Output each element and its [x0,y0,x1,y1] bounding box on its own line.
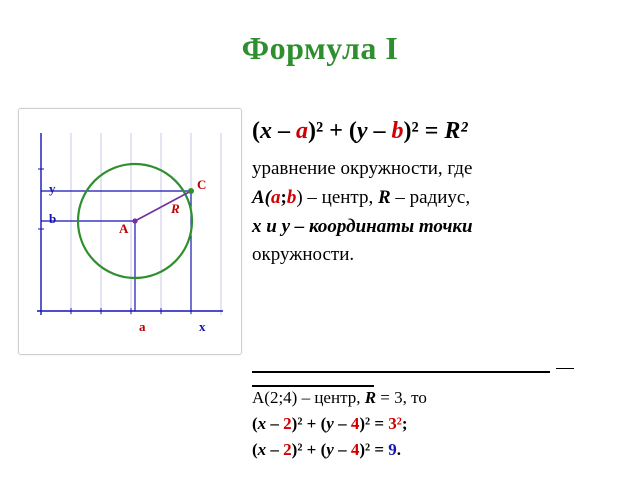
formula-text-block [252,118,624,272]
s1-v1: 2 [283,414,292,433]
s2-p2: )² + ( [291,440,327,459]
label-circle-point: C [197,177,207,192]
coordinate-graph [31,119,227,341]
circle-point-marker [188,188,194,194]
center-guides [41,191,191,311]
radius-R: R [377,186,391,208]
example-block [252,388,624,466]
eq-R: R² [444,118,468,144]
example-step-2 [252,440,624,460]
axes [37,133,223,315]
eq-minus-1: – [272,118,296,144]
label-x-axis: x [199,319,206,334]
eq-mid: )² + ( [308,118,357,144]
s2-end: . [396,440,402,459]
s1-p3: )² = [359,414,389,433]
eq-y: y [356,118,368,144]
divider-line-3 [252,385,374,387]
s1-p1: ( [252,414,258,433]
divider-line-2 [556,368,574,369]
center-sep: ; [280,186,287,208]
s1-m1: – [266,414,284,433]
center-radius-line [252,186,624,210]
example-given [252,388,624,408]
figure-panel [18,108,242,355]
eq-paren-open: ( [252,118,260,144]
eq-a: a [296,118,308,144]
page-title: Формула I [241,30,399,66]
s1-m2: – [333,414,351,433]
s2-p3: )² = [359,440,389,459]
s2-y: y [326,440,334,459]
center-point-marker [132,218,137,223]
eq-equals: )² = [403,118,445,144]
center-A: A( [252,186,271,208]
s1-res: 3² [388,414,402,433]
given-suffix: = 3, то [376,388,427,407]
s2-v1: 2 [283,440,292,459]
description-line: уравнение окружности, где [252,158,473,179]
s2-p1: ( [252,440,258,459]
main-equation [252,118,624,145]
coord-vars: x и y – координаты точки [252,215,473,237]
center-b: b [286,186,297,208]
s1-p2: )² + ( [291,414,327,433]
s1-x: x [257,414,267,433]
s1-end: ; [401,414,408,433]
label-center-point: A [119,221,129,236]
s2-v2: 4 [350,440,360,459]
s2-res: 9 [388,440,397,459]
eq-minus-2: – [367,118,392,144]
eq-x: x [260,118,272,144]
s1-v2: 4 [350,414,360,433]
label-radius: R [171,201,180,216]
coordinates-line [252,215,624,239]
label-a-value: a [139,319,146,334]
circle-word-line: окружности. [252,244,355,266]
radius-tail: – радиус, [390,186,471,208]
s2-m1: – [266,440,284,459]
s2-m2: – [333,440,351,459]
graph-svg [31,119,227,341]
given-R: R [364,388,377,407]
example-step-1 [252,414,624,434]
center-a: a [271,186,281,208]
s1-y: y [326,414,334,433]
eq-b: b [391,118,404,144]
s2-x: x [257,440,267,459]
label-b-value: b [49,211,57,226]
label-y-axis: y [49,181,56,196]
given-prefix: A(2;4) – центр, [252,388,365,407]
radius-segment [135,191,191,221]
divider-line-1 [252,371,550,373]
grid-lines [41,133,221,315]
center-close: ) – центр, [296,186,378,208]
